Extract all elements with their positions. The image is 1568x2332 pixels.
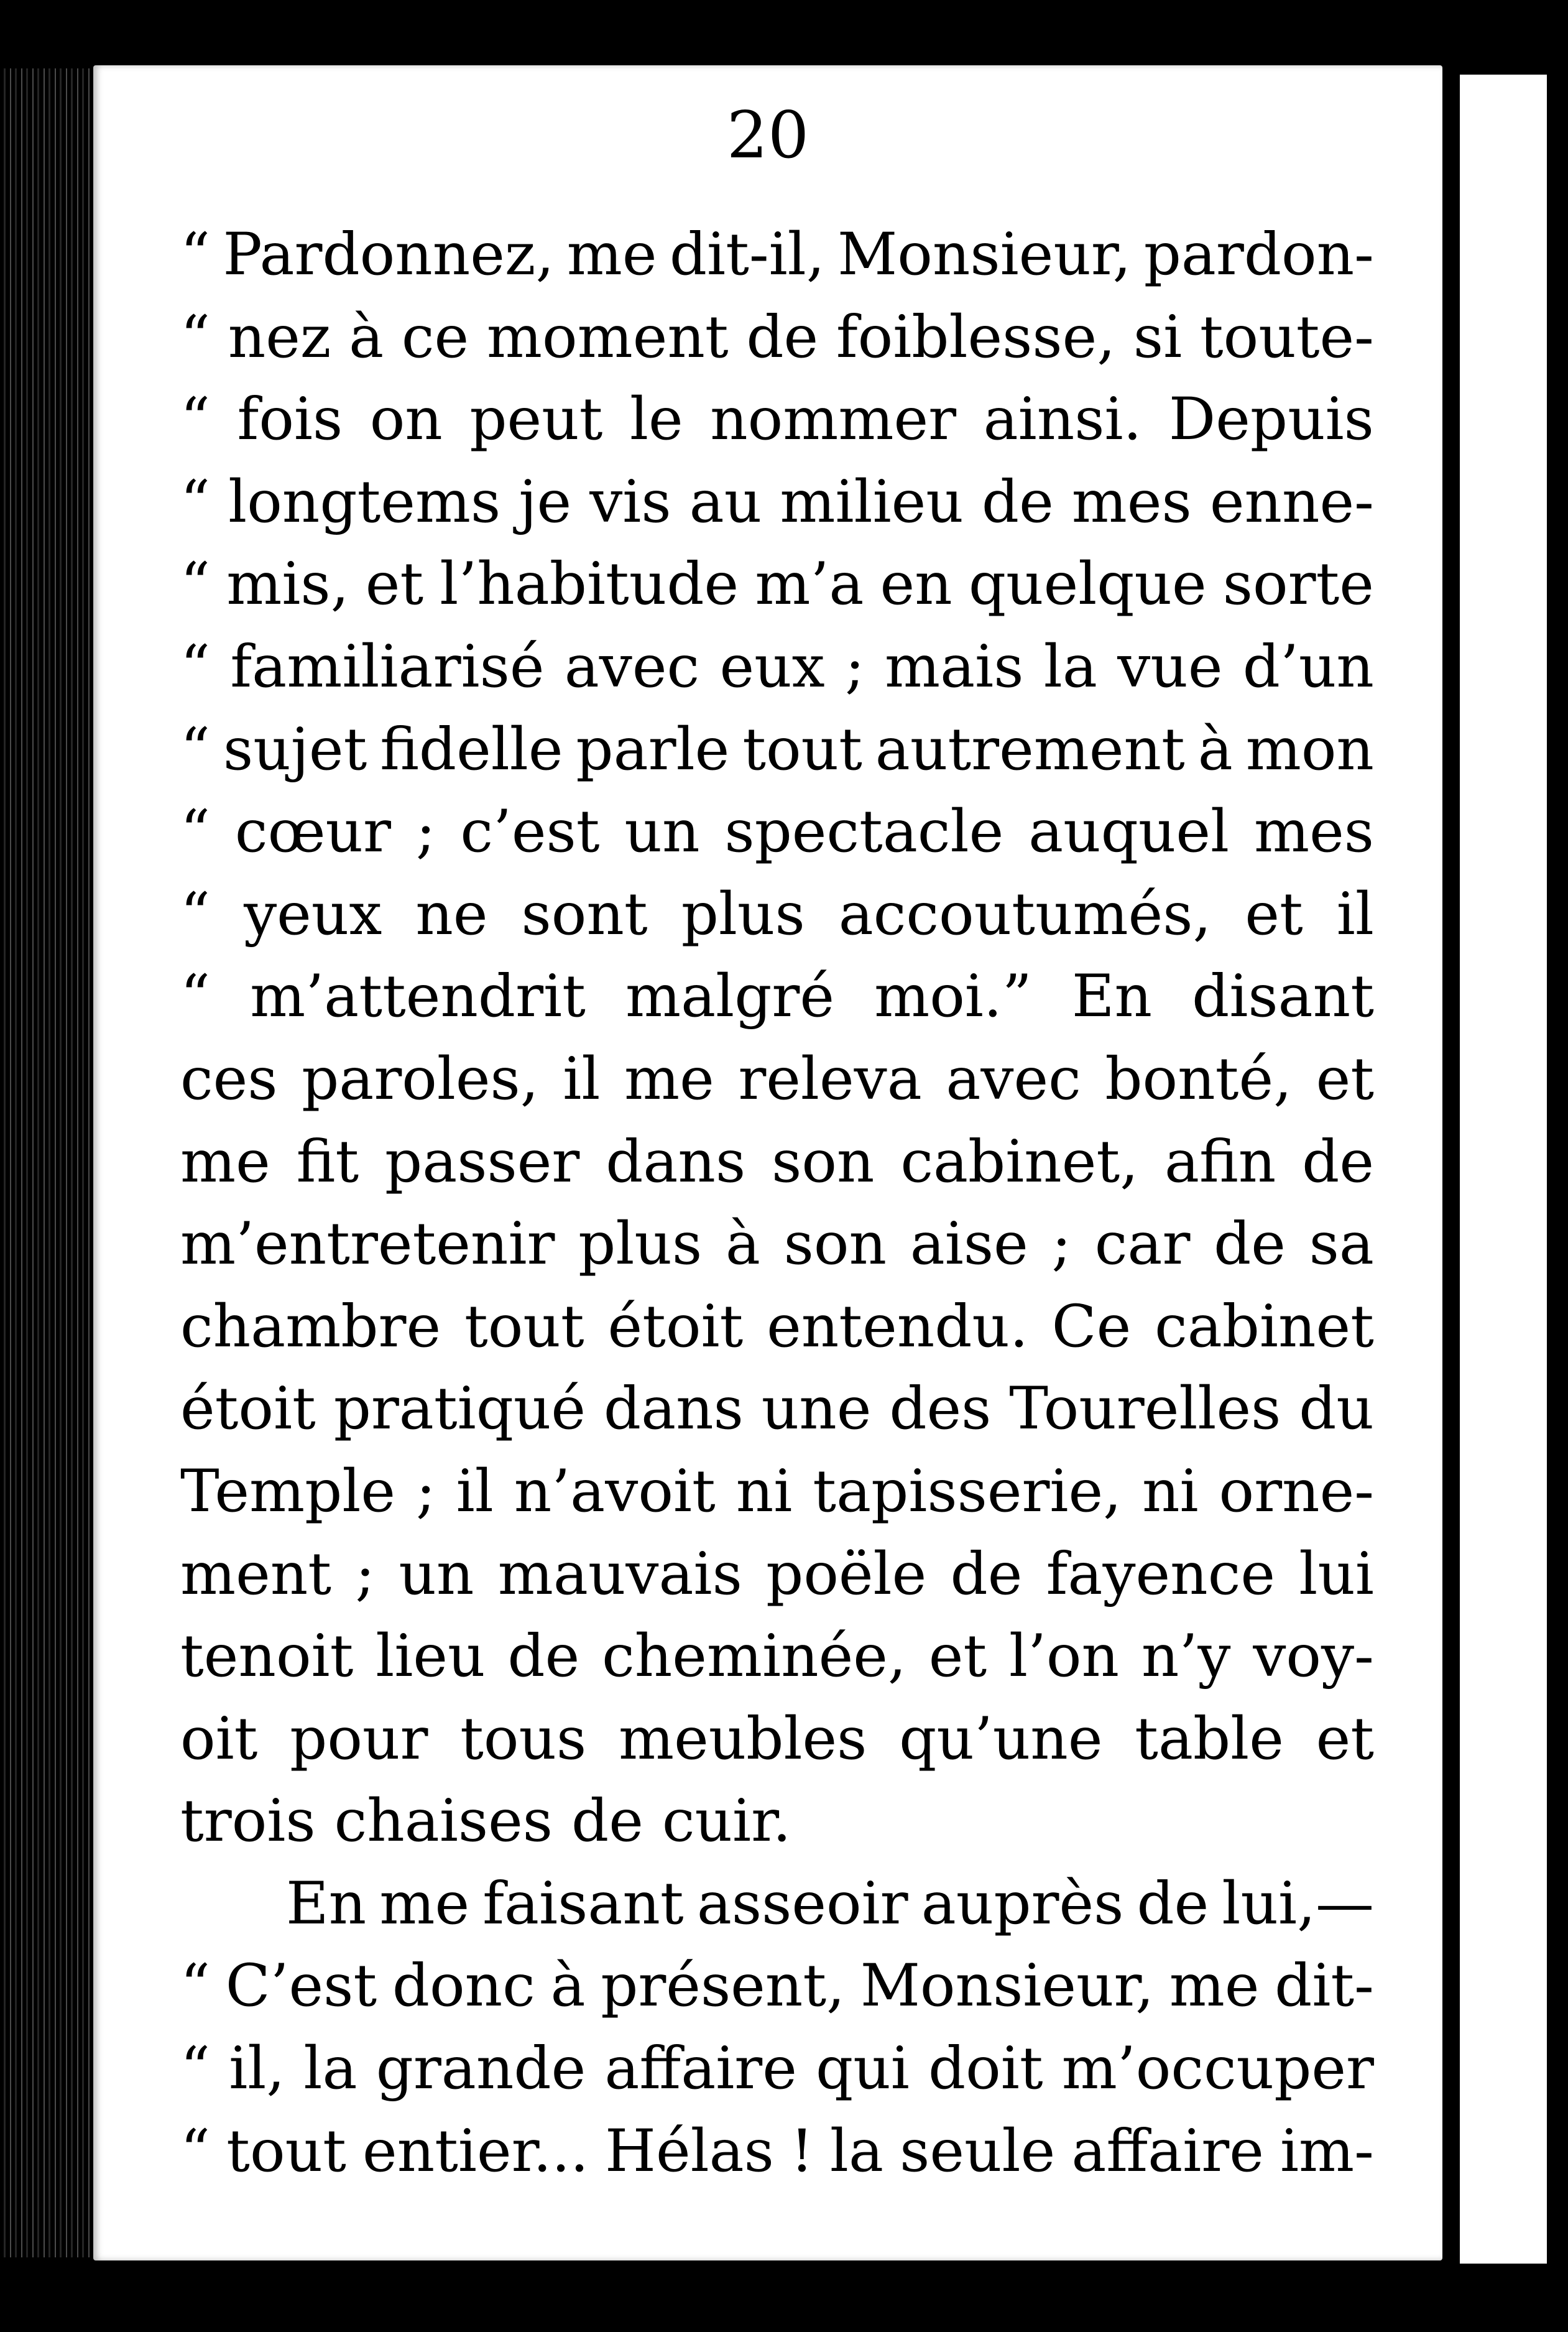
text-line: tenoit lieu de cheminée, et l’on n’y voy- xyxy=(180,1622,1374,1691)
text-line: En me faisant asseoir auprès de lui,— xyxy=(286,1869,1374,1938)
text-line: ces paroles, il me releva avec bonté, et xyxy=(180,1045,1374,1113)
text-line: “ mis, et l’habitude m’a en quelque sorte xyxy=(180,550,1374,619)
text-line: étoit pratiqué dans une des Tourelles du xyxy=(180,1375,1374,1443)
text-line: me fit passer dans son cabinet, afin de xyxy=(180,1127,1374,1196)
text-line: “ longtems je vis au milieu de mes enne- xyxy=(180,468,1374,536)
text-line: Temple ; il n’avoit ni tapisserie, ni orne- xyxy=(180,1457,1374,1525)
text-line: ment ; un mauvais poële de fayence lui xyxy=(180,1540,1374,1608)
page-text xyxy=(180,221,1374,2205)
text-line: “ yeux ne sont plus accoutumés, et il xyxy=(180,880,1374,948)
text-line: “ fois on peut le nommer ainsi. Depuis xyxy=(180,386,1374,454)
text-line: “ cœur ; c’est un spectacle auquel mes xyxy=(180,798,1374,866)
text-line: trois chaises de cuir. xyxy=(180,1787,791,1856)
book-page xyxy=(93,65,1442,2260)
text-line: “ tout entier... Hélas ! la seule affaire im- xyxy=(180,2117,1374,2185)
text-line: “ familiarisé avec eux ; mais la vue d’un xyxy=(180,632,1374,701)
text-line: “ nez à ce moment de foiblesse, si toute- xyxy=(180,303,1374,371)
text-line: “ C’est donc à présent, Monsieur, me dit- xyxy=(180,1952,1374,2020)
text-line: oit pour tous meubles qu’une table et xyxy=(180,1705,1374,1773)
text-line: “ sujet fidelle parle tout autrement à mon xyxy=(180,715,1374,784)
text-line: “ m’attendrit malgré moi.” En disant xyxy=(180,963,1374,1031)
text-line: m’entretenir plus à son aise ; car de sa xyxy=(180,1210,1374,1279)
text-line: “ Pardonnez, me dit-il, Monsieur, pardon- xyxy=(180,221,1374,289)
adjacent-page-strip xyxy=(1455,75,1547,2264)
text-line: “ il, la grande affaire qui doit m’occuper xyxy=(180,2035,1374,2103)
page-number: 20 xyxy=(726,97,809,173)
text-line: chambre tout étoit entendu. Ce cabinet xyxy=(180,1292,1374,1361)
